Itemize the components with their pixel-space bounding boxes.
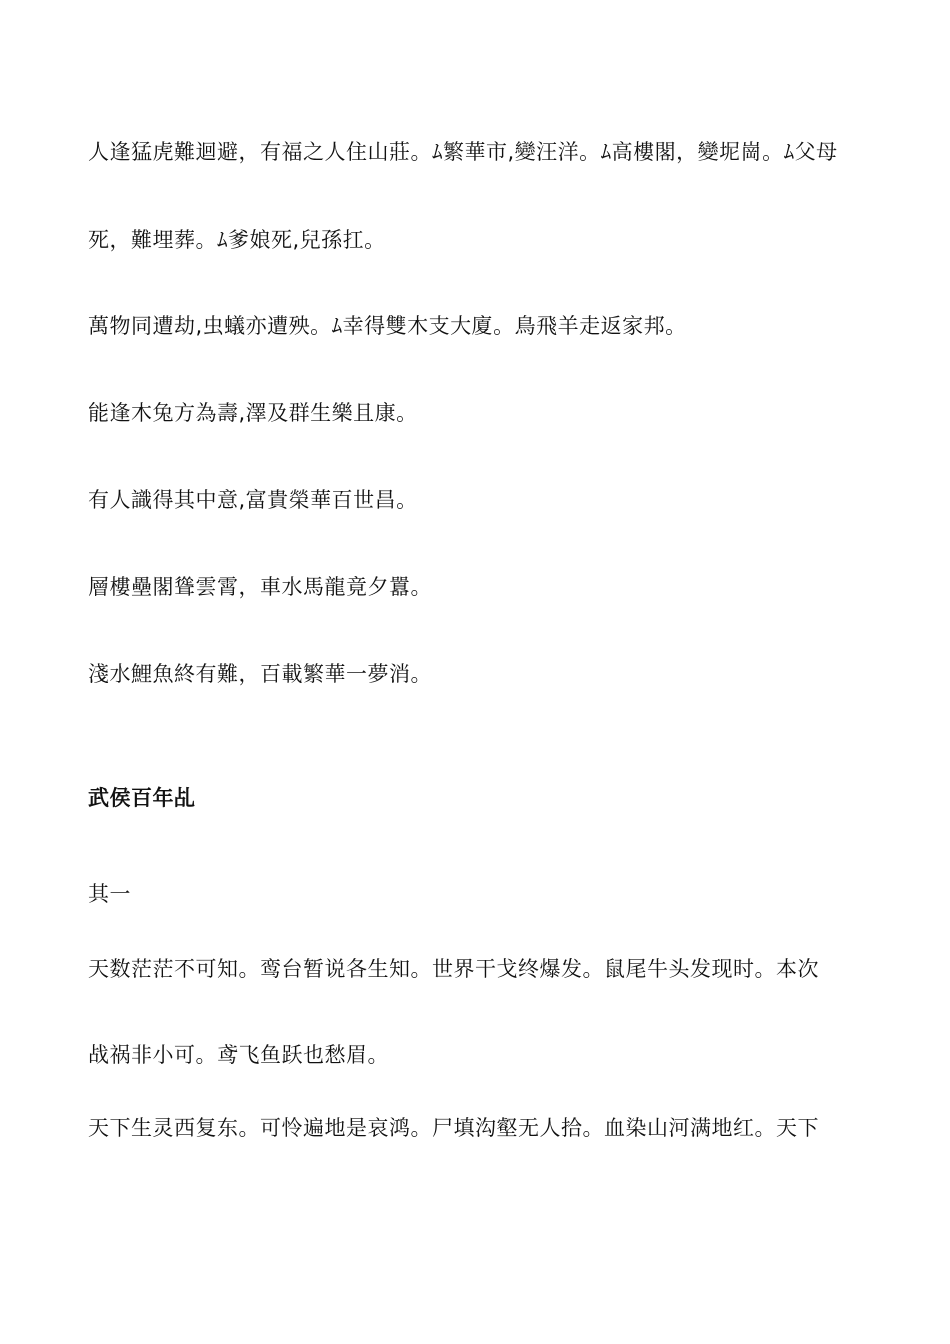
text-line: 天下生灵西复东。可怜遍地是哀鸿。尸填沟壑无人拾。血染山河满地红。天下 xyxy=(88,1116,819,1140)
text-line: 天数茫茫不可知。鸾台暂说各生知。世界干戈终爆发。鼠尾牛头发现时。本次 xyxy=(88,957,819,981)
text-line: 淺水鯉魚終有難，百載繁華一夢消。 xyxy=(88,662,432,686)
text-line: 有人識得其中意,富貴榮華百世昌。 xyxy=(88,488,418,512)
text-line: 人逢猛虎難迴避，有福之人住山莊。ﾑ繁華市,變汪洋。ﾑ高樓閣，變坭崗。ﾑ父母 xyxy=(88,140,838,164)
text-line: 战祸非小可。鸢飞鱼跃也愁眉。 xyxy=(88,1043,389,1067)
section-subheading: 其一 xyxy=(88,882,131,906)
text-line: 萬物同遭劫,虫蟻亦遭殃。ﾑ幸得雙木支大廈。鳥飛羊走返家邦。 xyxy=(88,314,687,338)
text-line: 能逢木兔方為壽,澤及群生樂且康。 xyxy=(88,401,418,425)
text-line: 層樓壘閣聳雲霄，車水馬龍竟夕囂。 xyxy=(88,575,432,599)
text-line: 死，難埋葬。ﾑ爹娘死,兒孫扛。 xyxy=(88,228,386,252)
section-heading: 武侯百年乩 xyxy=(88,786,196,810)
